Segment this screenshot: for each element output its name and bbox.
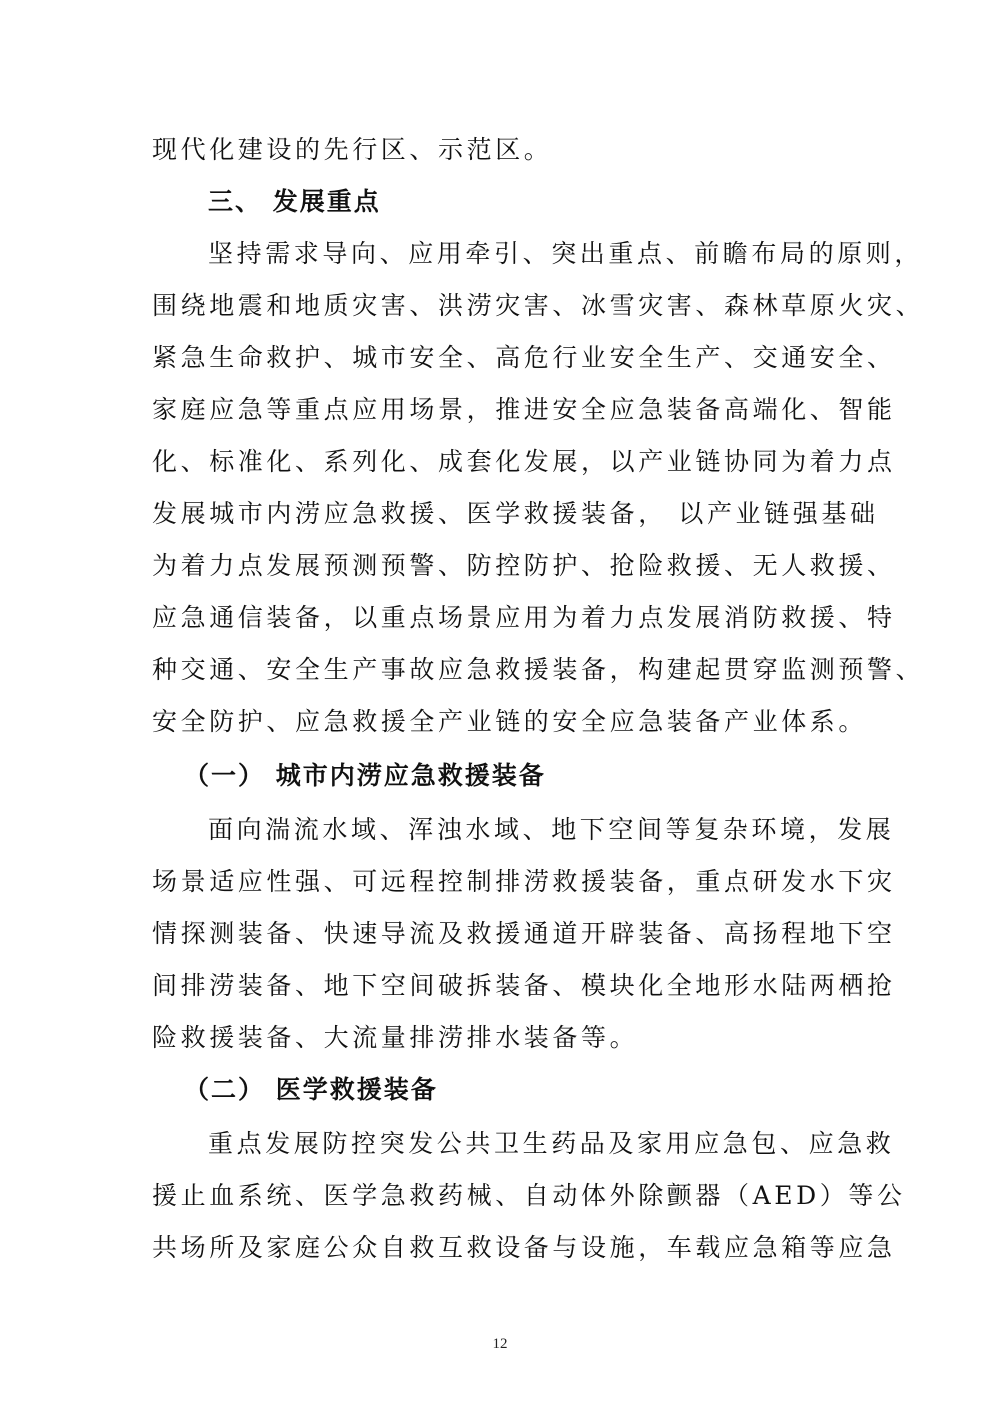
section-heading: 三、 发展重点 (208, 187, 381, 216)
paragraph-line: 重点发展防控突发公共卫生药品及家用应急包、应急救 (208, 1129, 895, 1158)
paragraph-line: 现代化建设的先行区、示范区。 (152, 135, 553, 164)
paragraph-line: 家庭应急等重点应用场景，推进安全应急装备高端化、智能 (152, 395, 896, 424)
paragraph-line: 紧急生命救护、城市安全、高危行业安全生产、交通安全、 (152, 343, 896, 372)
paragraph-line: 共场所及家庭公众自救互救设备与设施，车载应急箱等应急 (152, 1233, 896, 1262)
paragraph-line: 种交通、安全生产事故应急救援装备，构建起贯穿监测预警、 (152, 655, 925, 684)
paragraph-line: 情探测装备、快速导流及救援通道开辟装备、高扬程地下空 (152, 919, 896, 948)
paragraph-line: 安全防护、应急救援全产业链的安全应急装备产业体系。 (152, 707, 868, 736)
paragraph-line: 围绕地震和地质灾害、洪涝灾害、冰雪灾害、森林草原火灾、 (152, 291, 925, 320)
paragraph-line: 坚持需求导向、应用牵引、突出重点、前瞻布局的原则， (208, 239, 924, 268)
paragraph-line: 间排涝装备、地下空间破拆装备、模块化全地形水陆两栖抢 (152, 971, 896, 1000)
paragraph-line: 面向湍流水域、浑浊水域、地下空间等复杂环境，发展 (208, 815, 895, 844)
page-number: 12 (492, 1336, 508, 1352)
subsection-heading: （一） 城市内涝应急救援装备 (184, 761, 546, 790)
paragraph-line: 场景适应性强、可远程控制排涝救援装备，重点研发水下灾 (152, 867, 896, 896)
paragraph-line: 发展城市内涝应急救援、医学救援装备， 以产业链强基础 (152, 499, 879, 528)
paragraph-line: 化、标准化、系列化、成套化发展，以产业链协同为着力点 (152, 447, 896, 476)
paragraph-line: 为着力点发展预测预警、防控防护、抢险救援、无人救援、 (152, 551, 896, 580)
paragraph-line: 险救援装备、大流量排涝排水装备等。 (152, 1023, 639, 1052)
paragraph-line: 应急通信装备，以重点场景应用为着力点发展消防救援、特 (152, 603, 896, 632)
subsection-heading: （二） 医学救援装备 (184, 1075, 438, 1104)
paragraph-line: 援止血系统、医学急救药械、自动体外除颤器（AED）等公 (152, 1181, 906, 1210)
